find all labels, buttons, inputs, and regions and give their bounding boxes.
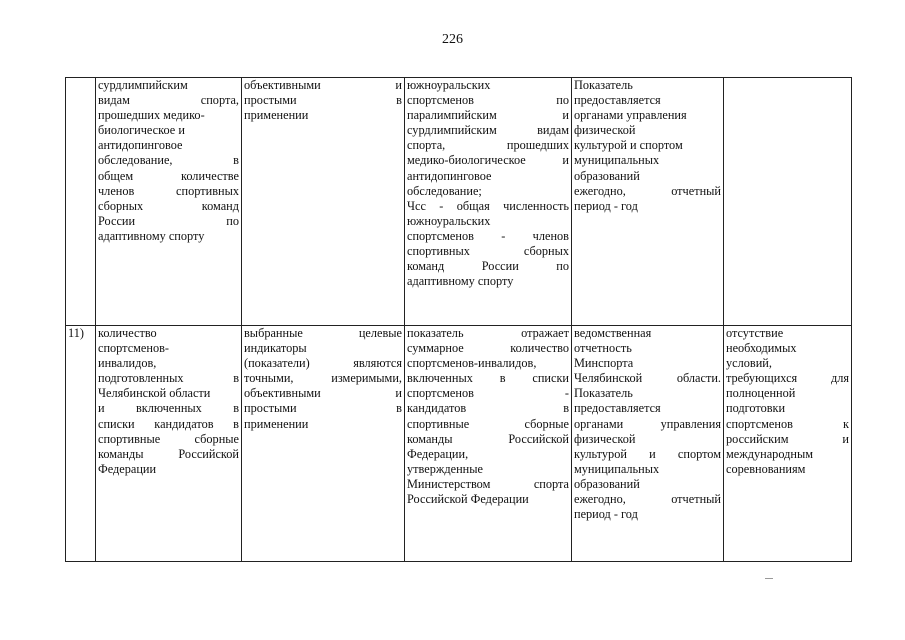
cell-text-line: полноценной xyxy=(726,386,796,401)
cell-text-line: муниципальных xyxy=(574,153,660,168)
margin-mark xyxy=(765,578,773,579)
cell-text-line: биологическое и xyxy=(98,123,185,138)
cell-text-line: адаптивному спорту xyxy=(98,228,205,243)
indicator-name-cell xyxy=(96,78,242,326)
risk-factors-cell xyxy=(724,326,852,562)
cell-text-line: антидопинговое xyxy=(407,168,492,183)
cell-text-line: соревнованиям xyxy=(726,461,806,476)
cell-text-line: простыми в xyxy=(244,401,402,416)
cell-text-line: спортсменов - членов xyxy=(407,228,569,243)
cell-text-line: обследование, в xyxy=(98,153,239,168)
data-source-cell xyxy=(572,78,724,326)
cell-text-line: муниципальных xyxy=(574,461,660,476)
cell-text-line: культурой и спортом xyxy=(574,446,721,461)
cell-text-line: индикаторы xyxy=(244,341,307,356)
cell-text-line: Челябинской области xyxy=(98,386,211,401)
cell-text-line: Российской Федерации xyxy=(407,492,529,507)
cell-text-line: сурдлимпийским видам xyxy=(407,123,569,138)
cell-text-line: спортсменов - xyxy=(407,386,569,401)
cell-text-line: культурой и спортом xyxy=(574,138,683,153)
cell-text-line: объективными и xyxy=(244,78,402,92)
cell-text-line: физической xyxy=(574,123,636,138)
cell-text-line: антидопинговое xyxy=(98,138,183,153)
cell-text-line: прошедших медико- xyxy=(98,108,205,123)
cell-text-line: спортивные сборные xyxy=(98,431,239,446)
cell-text-line: спортсменов по xyxy=(407,93,569,108)
cell-text-line: команды Российской xyxy=(98,446,239,461)
cell-text-line: Челябинской области. xyxy=(574,371,721,386)
cell-text-line: подготовленных в xyxy=(98,371,239,386)
cell-text-line: сборных команд xyxy=(98,198,239,213)
indicator-table xyxy=(65,77,852,562)
cell-text-line: ежегодно, отчетный xyxy=(574,183,721,198)
formula-description-cell xyxy=(405,326,572,562)
cell-text-line: членов спортивных xyxy=(98,183,239,198)
cell-text-line: Федерации, xyxy=(407,446,469,461)
cell-text-line: спортивных сборных xyxy=(407,244,569,259)
cell-text-line: кандидатов в xyxy=(407,401,569,416)
cell-text-line: адаптивному спорту xyxy=(407,274,514,289)
cell-text-line: команды Российской xyxy=(407,431,569,446)
cell-text-line: России по xyxy=(98,213,239,228)
cell-text-line: ежегодно, отчетный xyxy=(574,492,721,507)
cell-text-line: органами управления xyxy=(574,108,687,123)
cell-text-line: общем количестве xyxy=(98,168,239,183)
cell-text-line: медико-биологическое и xyxy=(407,153,569,168)
cell-text-line: предоставляется xyxy=(574,93,661,108)
indicator-name-cell xyxy=(96,326,242,562)
cell-text-line: и включенных в xyxy=(98,401,239,416)
criteria-cell xyxy=(242,78,405,326)
data-source-cell xyxy=(572,326,724,562)
formula-description-cell xyxy=(405,78,572,326)
cell-text-line: обследование; xyxy=(407,183,482,198)
cell-text-line: Министерством спорта xyxy=(407,476,569,491)
cell-text-line: видам спорта, xyxy=(98,93,239,108)
cell-text-line: паралимпийским и xyxy=(407,108,569,123)
cell-text-line: простыми в xyxy=(244,93,402,108)
cell-text-line: предоставляется xyxy=(574,401,661,416)
cell-text-line: физической xyxy=(574,431,636,446)
cell-text-line: международным xyxy=(726,446,814,461)
cell-text-line: южноуральских xyxy=(407,78,491,92)
cell-text-line: спортсменов-инвалидов, xyxy=(407,356,537,371)
cell-text-line: спортсменов- xyxy=(98,341,170,356)
cell-text-line: Показатель xyxy=(574,78,633,92)
cell-text-line: отсутствие xyxy=(726,326,784,340)
cell-text-line: включенных в списки xyxy=(407,371,569,386)
row-number-cell xyxy=(66,78,96,326)
cell-text-line: списки кандидатов в xyxy=(98,416,239,431)
cell-text-line: органами управления xyxy=(574,416,721,431)
cell-text-line: объективными и xyxy=(244,386,402,401)
cell-text-line: ведомственная xyxy=(574,326,652,340)
table-row xyxy=(66,78,852,326)
cell-text-line: требующихся для xyxy=(726,371,849,386)
cell-text-line: необходимых xyxy=(726,341,797,356)
cell-text-line: образований xyxy=(574,168,640,183)
cell-text-line: суммарное количество xyxy=(407,341,569,356)
cell-text-line: спорта, прошедших xyxy=(407,138,569,153)
cell-text-line: отчетность xyxy=(574,341,632,356)
cell-text-line: точными, измеримыми, xyxy=(244,371,402,386)
cell-text-line: Минспорта xyxy=(574,356,634,371)
cell-text-line: Чсс - общая численность xyxy=(407,198,569,213)
cell-text-line: количество xyxy=(98,326,157,340)
cell-text-line: спортивные сборные xyxy=(407,416,569,431)
cell-text-line: российским и xyxy=(726,431,849,446)
risk-factors-cell xyxy=(724,78,852,326)
cell-text-line: южноуральских xyxy=(407,213,491,228)
cell-text-line: сурдлимпийским xyxy=(98,78,188,92)
cell-text-line: показатель отражает xyxy=(407,326,569,340)
cell-text-line: условий, xyxy=(726,356,772,371)
row-number-cell: 11) xyxy=(66,326,96,562)
criteria-cell xyxy=(242,326,405,562)
cell-text-line: применении xyxy=(244,108,309,123)
cell-text-line: спортсменов к xyxy=(726,416,849,431)
page-number: 226 xyxy=(442,32,463,47)
cell-text-line: инвалидов, xyxy=(98,356,157,371)
cell-text-line: команд России по xyxy=(407,259,569,274)
cell-text-line: подготовки xyxy=(726,401,786,416)
cell-text-line: период - год xyxy=(574,198,638,213)
cell-text-line: Федерации xyxy=(98,461,157,476)
cell-text-line: Показатель xyxy=(574,386,633,401)
cell-text-line: утвержденные xyxy=(407,461,483,476)
cell-text-line: (показатели) являются xyxy=(244,356,402,371)
cell-text-line: период - год xyxy=(574,507,638,522)
cell-text-line: образований xyxy=(574,476,640,491)
table-row xyxy=(66,326,852,562)
cell-text-line: применении xyxy=(244,416,309,431)
cell-text-line: выбранные целевые xyxy=(244,326,402,340)
